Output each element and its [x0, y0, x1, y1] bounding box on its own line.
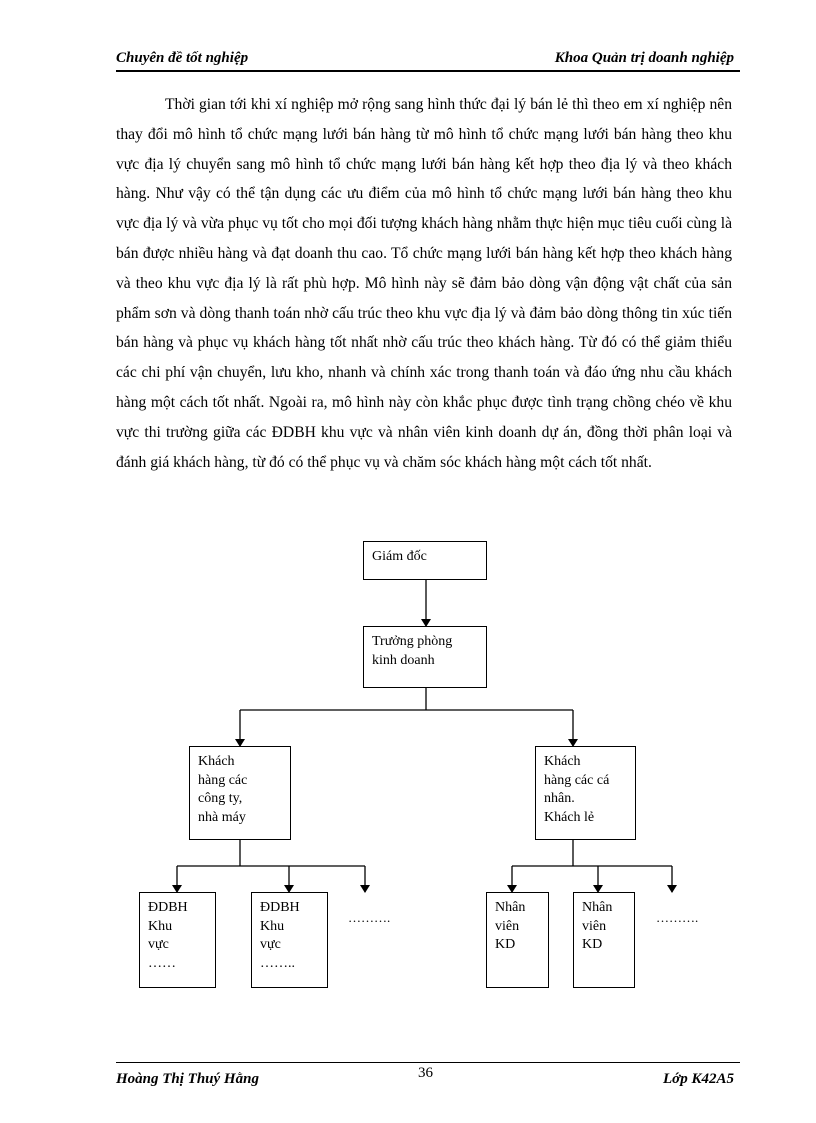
header-title: Chuyên đề tốt nghiệp [116, 50, 249, 66]
page-footer [116, 1062, 740, 1099]
dealer-more-dots: ………. [348, 910, 391, 925]
staff-more-dots: ………. [656, 910, 699, 925]
box-staff-2 [573, 892, 635, 988]
footer-author: Hoàng Thị Thuý Hằng [116, 1071, 259, 1087]
box-sales-head-label: Trưởng phòng kinh doanh [372, 634, 453, 668]
box-corporate-customers-label: Khách hàng các công ty, nhà máy [198, 754, 248, 825]
box-corporate-customers [189, 746, 291, 840]
box-dealer-2-label: ĐDBH Khu vực …….. [260, 900, 300, 971]
box-staff-1-label: Nhân viên KD [495, 900, 526, 952]
page-number: 36 [418, 1065, 433, 1081]
box-staff-1 [486, 892, 549, 988]
box-director-label: Giám đốc [372, 549, 427, 564]
box-sales-head [363, 626, 487, 688]
box-staff-2-label: Nhân viên KD [582, 900, 613, 952]
box-dealer-2 [251, 892, 328, 988]
box-director [363, 541, 487, 580]
box-individual-customers-label: Khách hàng các cá nhân. Khách lẻ [544, 754, 610, 825]
box-individual-customers [535, 746, 636, 840]
header-department: Khoa Quản trị doanh nghiệp [554, 50, 734, 66]
box-dealer-1-label: ĐDBH Khu vực …… [148, 900, 188, 971]
body-paragraph: Thời gian tới khi xí nghiệp mở rộng sang hình thức đại lý bán lẻ thì theo em xí nghiệp nên thay đổi mô hình tổ chức mạng lưới bán hàng từ mô hình tổ chức mạng lưới bán hàng theo khu vực địa lý chuyển sang mô hình tổ chức mạng lưới bán hàng kết hợp theo địa lý và theo khách hàng. Như vậy có thể tận dụng các ưu điểm của mô hình tổ chức mạng lưới bán hàng theo khu vực địa lý và vừa phục vụ tốt cho mọi đối tượng khách hàng nhằm thực hiện mục tiêu cuối cùng là bán được nhiều hàng và đạt doanh thu cao. Tổ chức mạng lưới bán hàng kết hợp theo khách hàng và theo khu vực địa lý là rất phù hợp. Mô hình này sẽ đảm bảo dòng vận động vật chất của sản phẩm sơn và dòng thanh toán nhờ cấu trúc theo khu vực địa lý và đảm bảo dòng thông tin xúc tiến bán hàng và phục vụ khách hàng tốt nhất nhờ cấu trúc theo khách hàng. Từ đó có thể giảm thiểu các chi phí vận chuyển, lưu kho, nhanh và chính xác trong thanh toán và đáo ứng nhu cầu khách hàng một cách tốt nhất. Ngoài ra, mô hình này còn khắc phục được tình trạng chồng chéo về khu vực thi trường giữa các ĐDBH khu vực và nhân viên kinh doanh dự án, đồng thời phân loại và đánh giá khách hàng, từ đó có thể phục vụ và chăm sóc khách hàng một cách tốt nhất. [116, 96, 732, 471]
box-dealer-1 [139, 892, 216, 988]
footer-class: Lớp K42A5 [663, 1071, 734, 1087]
